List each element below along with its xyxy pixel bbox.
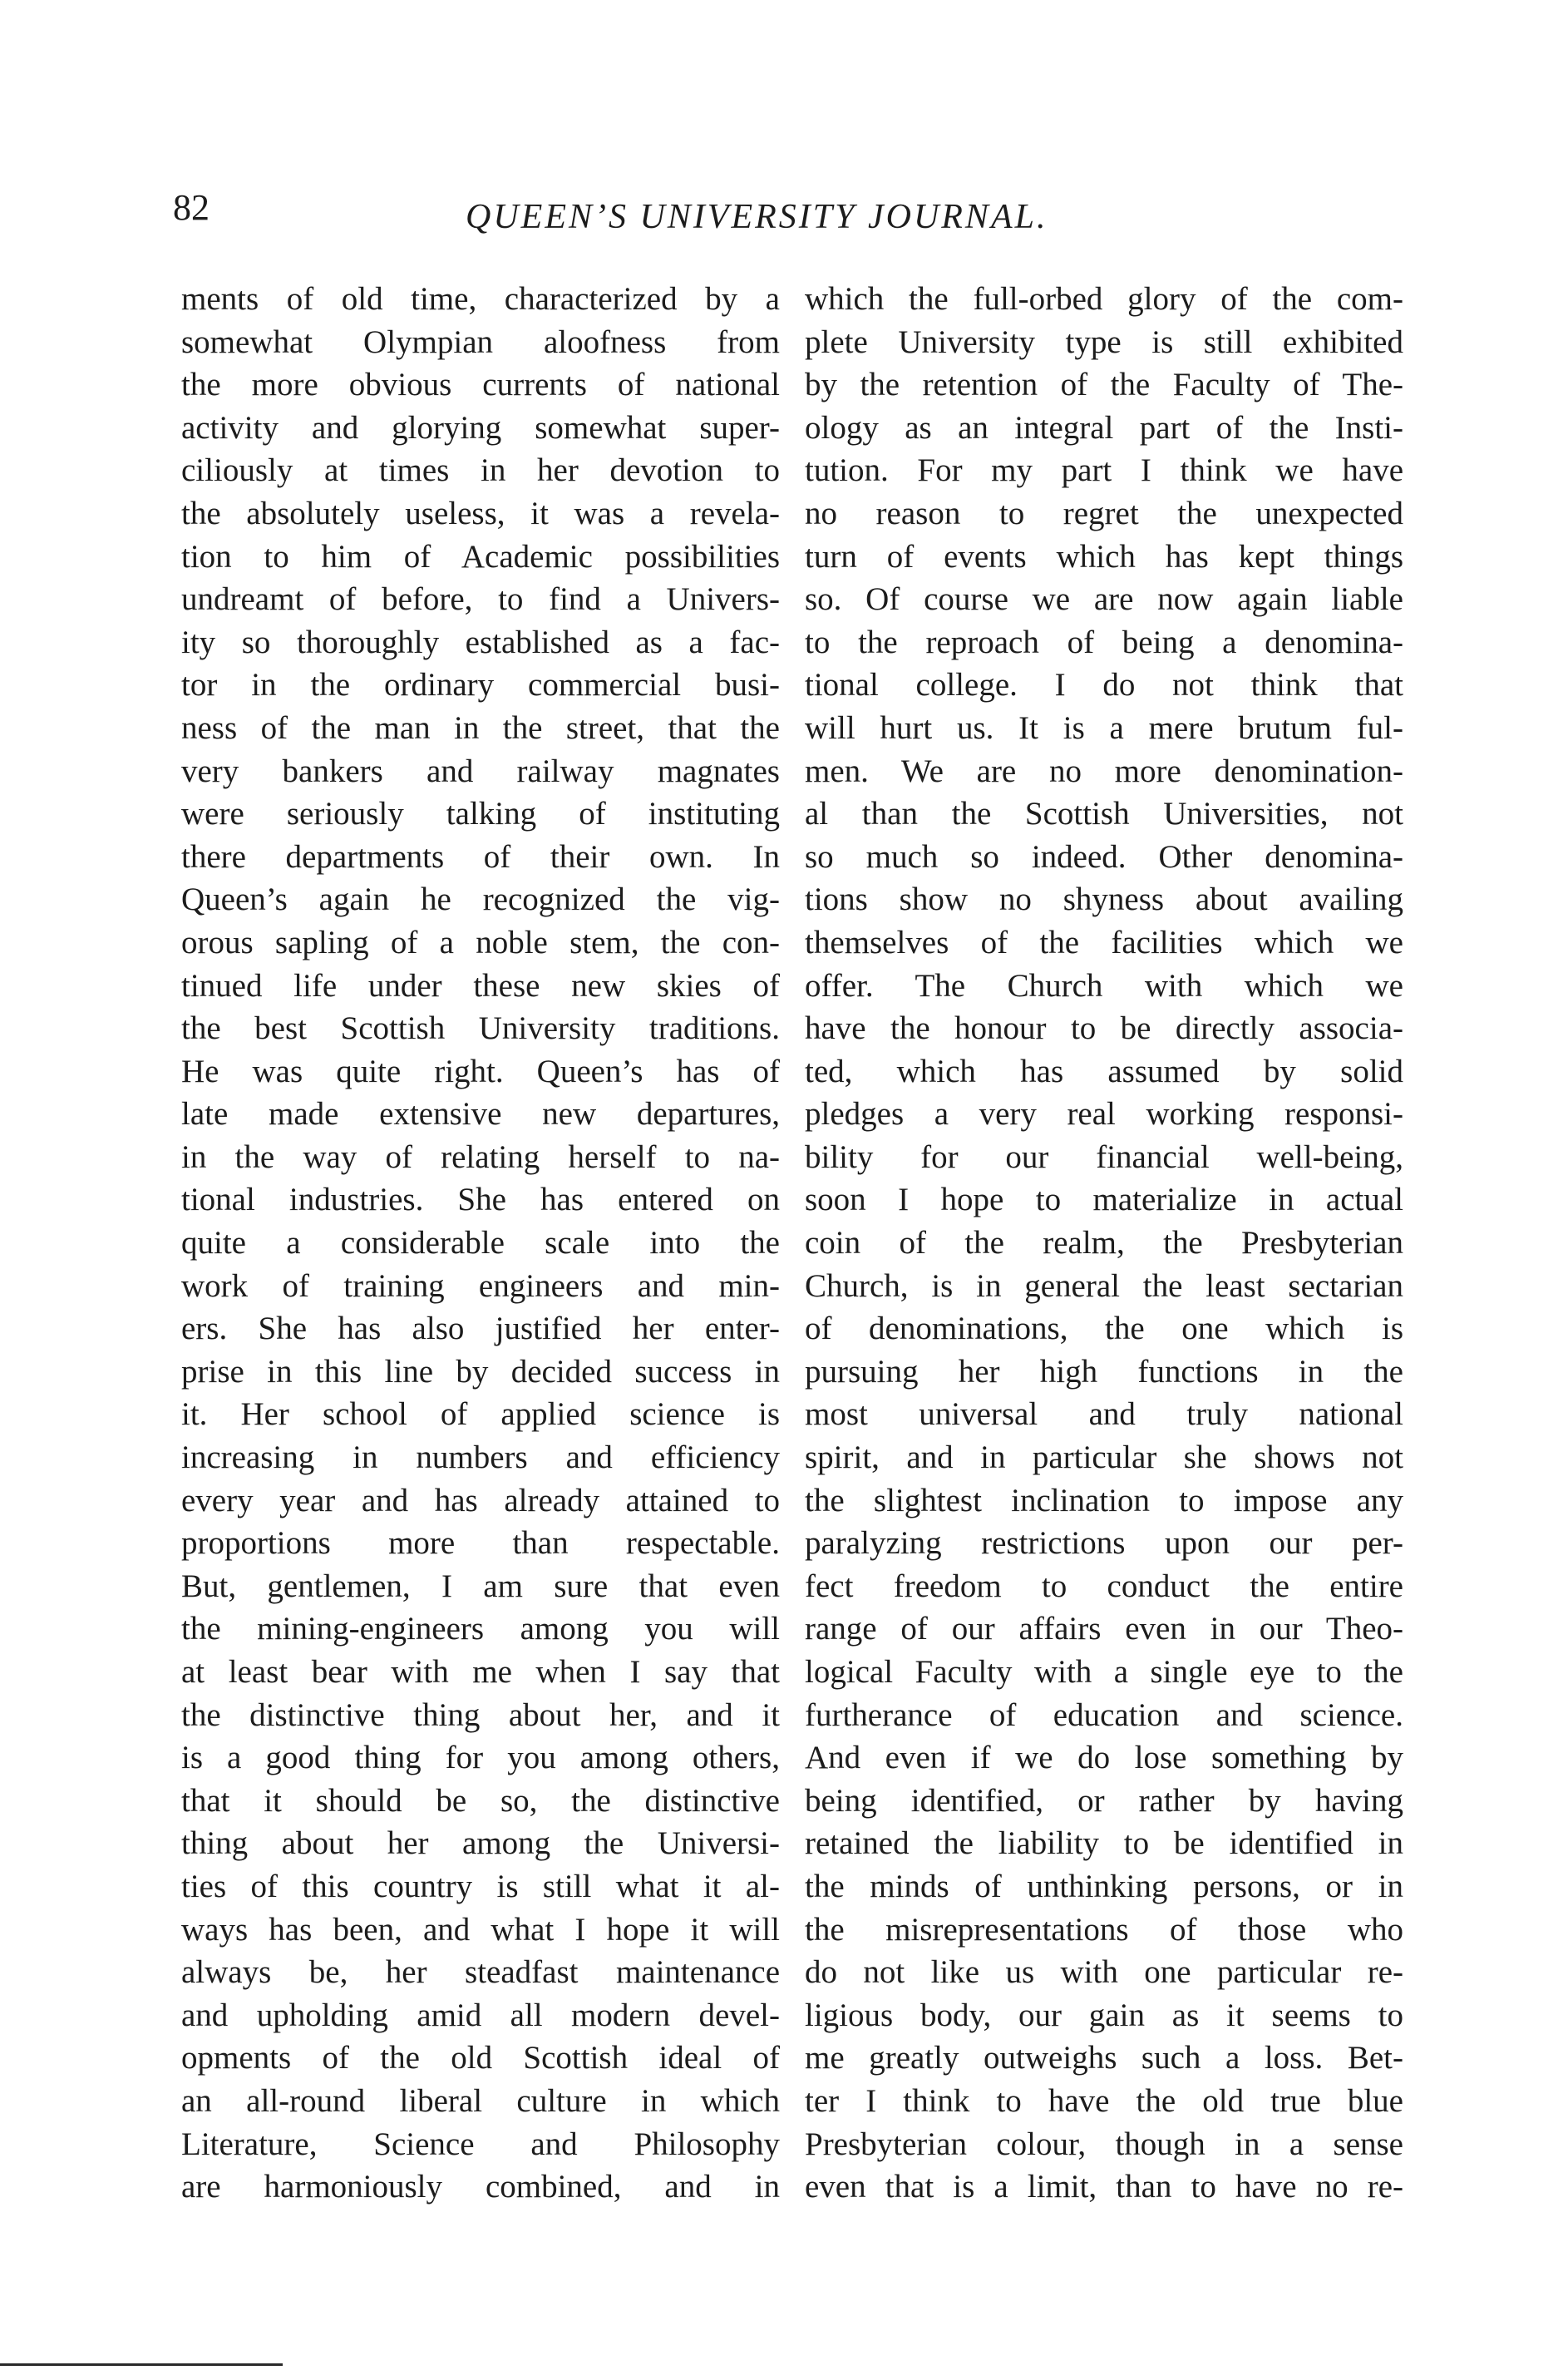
text-line: by the retention of the Faculty of The- [805,367,1403,403]
text-line: of denominations, the one which is [805,1311,1403,1347]
text-line: so much so indeed. Other denomina- [805,838,1403,875]
text-line: Queen’s again he recognized the vig- [181,881,780,918]
text-line: undreamt of before, to find a Univers- [181,581,780,618]
text-line: the misrepresentations of those who [805,1911,1403,1948]
text-line: Literature, Science and Philosophy [181,2126,780,2162]
text-line: al than the Scottish Universities, not [805,796,1403,832]
text-line: ology as an integral part of the Insti- [805,409,1403,446]
text-line: the best Scottish University traditions. [181,1010,780,1047]
text-line: are harmoniously combined, and in [181,2169,780,2205]
text-line: ers. She has also justified her enter- [181,1311,780,1347]
text-line: prise in this line by decided success in [181,1353,780,1390]
text-line: every year and has already attained to [181,1482,780,1518]
text-line: the more obvious currents of national [181,367,780,403]
text-line: most universal and truly national [805,1396,1403,1433]
text-line: And even if we do lose something by [805,1740,1403,1776]
text-line: ted, which has assumed by solid [805,1053,1403,1089]
footer-rule [0,2363,283,2366]
text-line: orous sapling of a noble stem, the con- [181,924,780,960]
text-line: ments of old time, characterized by a [181,281,780,317]
text-line: the minds of unthinking persons, or in [805,1868,1403,1904]
text-line: tional industries. She has entered on [181,1182,780,1218]
text-line: in the way of relating herself to na- [181,1138,780,1175]
text-line: no reason to regret the unexpected [805,495,1403,531]
text-line: coin of the realm, the Presbyterian [805,1225,1403,1262]
text-line: ity so thoroughly established as a fac- [181,624,780,660]
text-line: activity and glorying somewhat super- [181,409,780,446]
running-head: QUEEN’S UNIVERSITY JOURNAL. [466,198,1048,236]
text-line: the absolutely useless, it was a revela- [181,495,780,531]
text-line: proportions more than respectable. [181,1525,780,1562]
text-line: tinued life under these new skies of [181,967,780,1004]
text-line: offer. The Church with which we [805,967,1403,1004]
text-line: the mining-engineers among you will [181,1611,780,1647]
left-column [181,278,780,2209]
text-line: range of our affairs even in our Theo- [805,1611,1403,1647]
text-line: paralyzing restrictions upon our per- [805,1525,1403,1562]
text-line: even that is a limit, than to have no re- [805,2169,1403,2205]
text-line: to the reproach of being a denomina- [805,624,1403,660]
text-line: late made extensive new departures, [181,1096,780,1133]
text-line: ness of the man in the street, that the [181,709,780,746]
text-line: the distinctive thing about her, and it [181,1696,780,1733]
text-line: it. Her school of applied science is [181,1396,780,1433]
text-line: furtherance of education and science. [805,1696,1403,1733]
text-line: increasing in numbers and efficiency [181,1439,780,1476]
text-line: He was quite right. Queen’s has of [181,1053,780,1089]
text-line: tion to him of Academic possibilities [181,538,780,575]
text-line: always be, her steadfast maintenance [181,1954,780,1991]
text-line: turn of events which has kept things [805,538,1403,575]
text-line: soon I hope to materialize in actual [805,1182,1403,1218]
text-line: bility for our financial well-being, [805,1138,1403,1175]
text-line: me greatly outweighs such a loss. Bet- [805,2040,1403,2076]
text-line: tional college. I do not think that [805,667,1403,704]
text-line: tor in the ordinary commercial busi- [181,667,780,704]
text-line: themselves of the facilities which we [805,924,1403,960]
text-line: which the full-orbed glory of the com- [805,281,1403,317]
text-line: fect freedom to conduct the entire [805,1568,1403,1604]
text-line: ties of this country is still what it al- [181,1868,780,1904]
text-line: and upholding amid all modern devel- [181,1997,780,2033]
right-column [805,278,1403,2209]
text-line: men. We are no more denomination- [805,753,1403,789]
text-line: quite a considerable scale into the [181,1225,780,1262]
text-line: retained the liability to be identified in [805,1825,1403,1862]
text-line: tions show no shyness about availing [805,881,1403,918]
text-line: have the honour to be directly associa- [805,1010,1403,1047]
text-line: Presbyterian colour, though in a sense [805,2126,1403,2162]
text-line: that it should be so, the distinctive [181,1782,780,1819]
text-line: the slightest inclination to impose any [805,1482,1403,1518]
text-line: ter I think to have the old true blue [805,2082,1403,2119]
text-line: somewhat Olympian aloofness from [181,323,780,360]
text-line: plete University type is still exhibited [805,323,1403,360]
text-line: ciliously at times in her devotion to [181,452,780,489]
text-line: work of training engineers and min- [181,1267,780,1304]
text-line: is a good thing for you among others, [181,1740,780,1776]
text-line: pursuing her high functions in the [805,1353,1403,1390]
text-line: But, gentlemen, I am sure that even [181,1568,780,1604]
text-line: do not like us with one particular re- [805,1954,1403,1991]
text-line: very bankers and railway magnates [181,753,780,789]
page-number: 82 [173,187,210,228]
text-line: thing about her among the Universi- [181,1825,780,1862]
text-line: pledges a very real working responsi- [805,1096,1403,1133]
text-line: logical Faculty with a single eye to the [805,1654,1403,1690]
text-line: will hurt us. It is a mere brutum ful- [805,709,1403,746]
text-line: tution. For my part I think we have [805,452,1403,489]
text-line: ligious body, our gain as it seems to [805,1997,1403,2033]
text-line: opments of the old Scottish ideal of [181,2040,780,2076]
text-line: were seriously talking of instituting [181,796,780,832]
text-line: Church, is in general the least sectarian [805,1267,1403,1304]
text-line: at least bear with me when I say that [181,1654,780,1690]
text-line: ways has been, and what I hope it will [181,1911,780,1948]
text-line: being identified, or rather by having [805,1782,1403,1819]
text-line: so. Of course we are now again liable [805,581,1403,618]
text-line: there departments of their own. In [181,838,780,875]
text-line: spirit, and in particular she shows not [805,1439,1403,1476]
text-line: an all-round liberal culture in which [181,2082,780,2119]
